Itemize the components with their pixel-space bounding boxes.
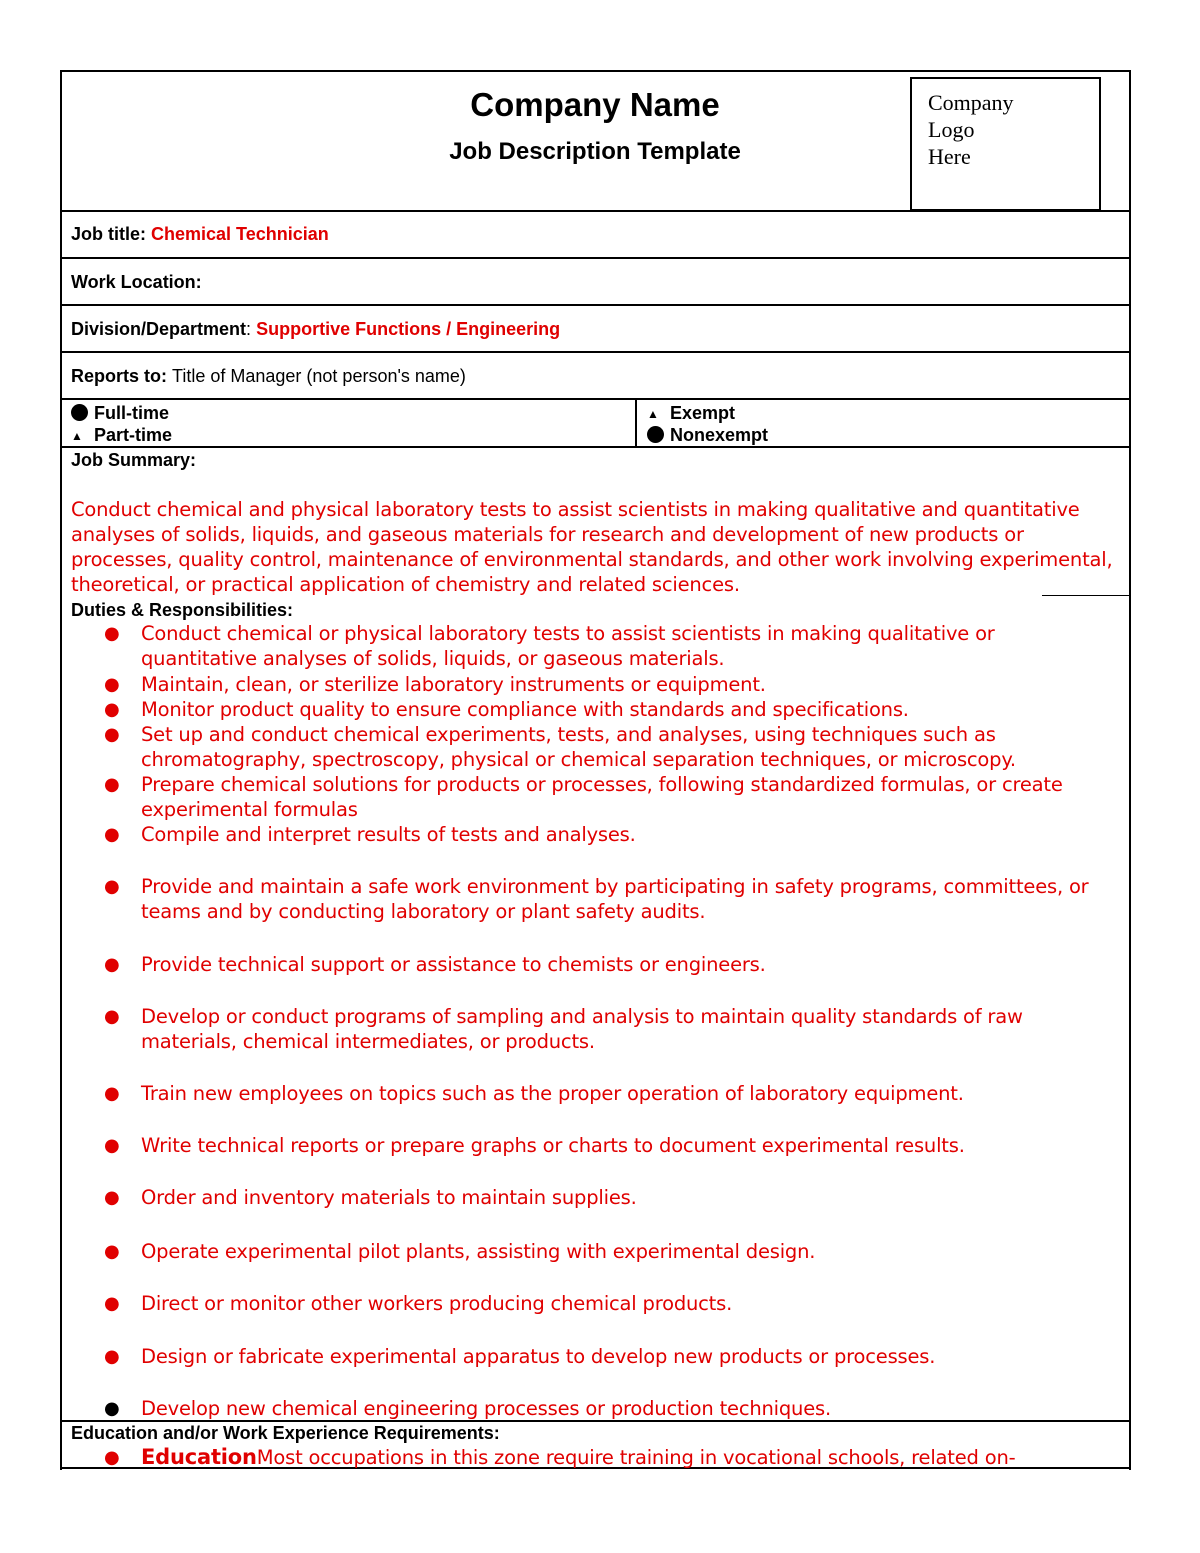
duty-text: Order and inventory materials to maintain supplies. <box>141 1186 637 1209</box>
division-label: Division/Department <box>71 319 247 339</box>
list-item <box>104 772 1116 822</box>
education-label: Education <box>141 1445 257 1469</box>
bullet-icon: ● <box>104 876 120 897</box>
division-value: Supportive Functions / Engineering <box>256 319 561 339</box>
list-item <box>104 1133 1116 1158</box>
list-item <box>104 672 1116 697</box>
education-heading: Education and/or Work Experience Requirements: <box>71 1423 500 1443</box>
duty-text: Develop or conduct programs of sampling and analysis to maintain quality standards of raw materials, chemical intermediates, or products. <box>141 1005 1023 1053</box>
bullet-icon: ● <box>104 824 120 845</box>
work-location-label: Work Location: <box>71 272 202 292</box>
list-item <box>104 621 1116 671</box>
division-row <box>71 319 560 340</box>
empty-radio-icon: ▲ <box>647 407 659 421</box>
reports-to-value: Title of Manager (not person's name) <box>172 366 466 386</box>
company-name: Company Name <box>470 86 720 123</box>
job-title-row <box>71 224 329 245</box>
job-summary-heading: Job Summary: <box>71 450 197 470</box>
logo-line: Here <box>928 144 971 169</box>
filled-radio-icon <box>71 404 88 421</box>
logo-line: Logo <box>928 117 975 142</box>
list-item <box>104 722 1116 772</box>
filled-radio-icon <box>647 426 664 443</box>
list-item <box>104 874 1116 924</box>
bullet-icon: ● <box>104 1006 120 1027</box>
education-item <box>104 1445 1116 1470</box>
bullet-icon: ● <box>104 954 120 975</box>
bullet-icon: ● <box>104 623 120 644</box>
duty-text: Develop new chemical engineering processes or production techniques. <box>141 1397 831 1420</box>
bullet-icon: ● <box>104 1346 120 1367</box>
bullet-icon: ● <box>104 1398 120 1419</box>
education-text: Most occupations in this zone require training in vocational schools, related on- <box>256 1446 1016 1469</box>
divider <box>60 257 1131 259</box>
list-item <box>104 1344 1116 1369</box>
list-item <box>104 1004 1116 1054</box>
list-item <box>104 697 1116 722</box>
duty-text: Monitor product quality to ensure compliance with standards and specifications. <box>141 698 909 721</box>
division-colon: : <box>246 319 252 339</box>
bullet-icon: ● <box>104 1447 120 1468</box>
duty-text: Train new employees on topics such as the proper operation of laboratory equipment. <box>141 1082 964 1105</box>
nonexempt-option[interactable] <box>647 424 768 446</box>
bullet-icon: ● <box>104 1135 120 1156</box>
divider <box>60 304 1131 306</box>
duty-text: Design or fabricate experimental apparatus to develop new products or processes. <box>141 1345 936 1368</box>
job-summary-text: Conduct chemical and physical laboratory tests to assist scientists in making qualitative and quantitative analyses of solids, liquids, and gaseous materials for research and development of new products or processes, quality control, maintenance of environmental standards, and other work involving experimental, theoretical, or practical application of chemistry and related sciences. <box>71 498 1113 596</box>
list-item <box>104 1291 1116 1316</box>
list-item <box>104 1396 1116 1421</box>
part-time-option[interactable] <box>71 424 172 447</box>
document-title: Job Description Template <box>449 138 741 165</box>
bullet-icon: ● <box>104 674 120 695</box>
list-item <box>104 822 1116 847</box>
exempt-label: Exempt <box>670 403 736 423</box>
bullet-icon: ● <box>104 1241 120 1262</box>
exempt-option[interactable] <box>647 402 735 425</box>
duty-text: Set up and conduct chemical experiments, tests, and analyses, using techniques such as chromatography, spectroscopy, physical or chemical separation techniques, or microscopy. <box>141 723 1016 771</box>
column-divider <box>1129 596 1131 598</box>
divider <box>60 446 1131 448</box>
duty-text: Compile and interpret results of tests and analyses. <box>141 823 636 846</box>
bullet-icon: ● <box>104 1293 120 1314</box>
job-title-label: Job title: <box>71 224 146 244</box>
duty-text: Prepare chemical solutions for products or processes, following standardized formulas, or create experimental formulas <box>141 773 1063 821</box>
reports-to-label: Reports to: <box>71 366 167 386</box>
nonexempt-label: Nonexempt <box>670 425 769 445</box>
empty-radio-icon: ▲ <box>71 429 83 443</box>
duty-text: Conduct chemical or physical laboratory tests to assist scientists in making qualitative or quantitative analyses of solids, liquids, or gaseous materials. <box>141 622 995 670</box>
divider <box>60 351 1131 353</box>
bullet-icon: ● <box>104 699 120 720</box>
bullet-icon: ● <box>104 1083 120 1104</box>
duty-text: Provide technical support or assistance to chemists or engineers. <box>141 953 766 976</box>
column-divider <box>635 399 637 446</box>
job-title-value: Chemical Technician <box>151 224 329 244</box>
company-logo-placeholder <box>910 77 1101 211</box>
duty-text: Operate experimental pilot plants, assisting with experimental design. <box>141 1240 816 1263</box>
logo-line: Company <box>928 90 1014 115</box>
bullet-icon: ● <box>104 774 120 795</box>
duty-text: Provide and maintain a safe work environment by participating in safety programs, committees, or teams and by conducting laboratory or plant safety audits. <box>141 875 1089 923</box>
duties-heading: Duties & Responsibilities: <box>71 600 294 620</box>
list-item <box>104 952 1116 977</box>
bullet-icon: ● <box>104 1187 120 1208</box>
full-time-option[interactable] <box>71 402 169 424</box>
bullet-icon: ● <box>104 724 120 745</box>
list-item <box>104 1081 1116 1106</box>
list-item <box>104 1239 1116 1264</box>
full-time-label: Full-time <box>94 403 169 423</box>
list-item <box>104 1185 1116 1210</box>
part-time-label: Part-time <box>94 425 173 445</box>
duty-text: Maintain, clean, or sterilize laboratory instruments or equipment. <box>141 673 766 696</box>
reports-to-row <box>71 366 466 387</box>
work-location-row <box>71 272 202 293</box>
divider <box>60 398 1131 400</box>
duty-text: Direct or monitor other workers producing chemical products. <box>141 1292 733 1315</box>
duty-text: Write technical reports or prepare graphs or charts to document experimental results. <box>141 1134 965 1157</box>
